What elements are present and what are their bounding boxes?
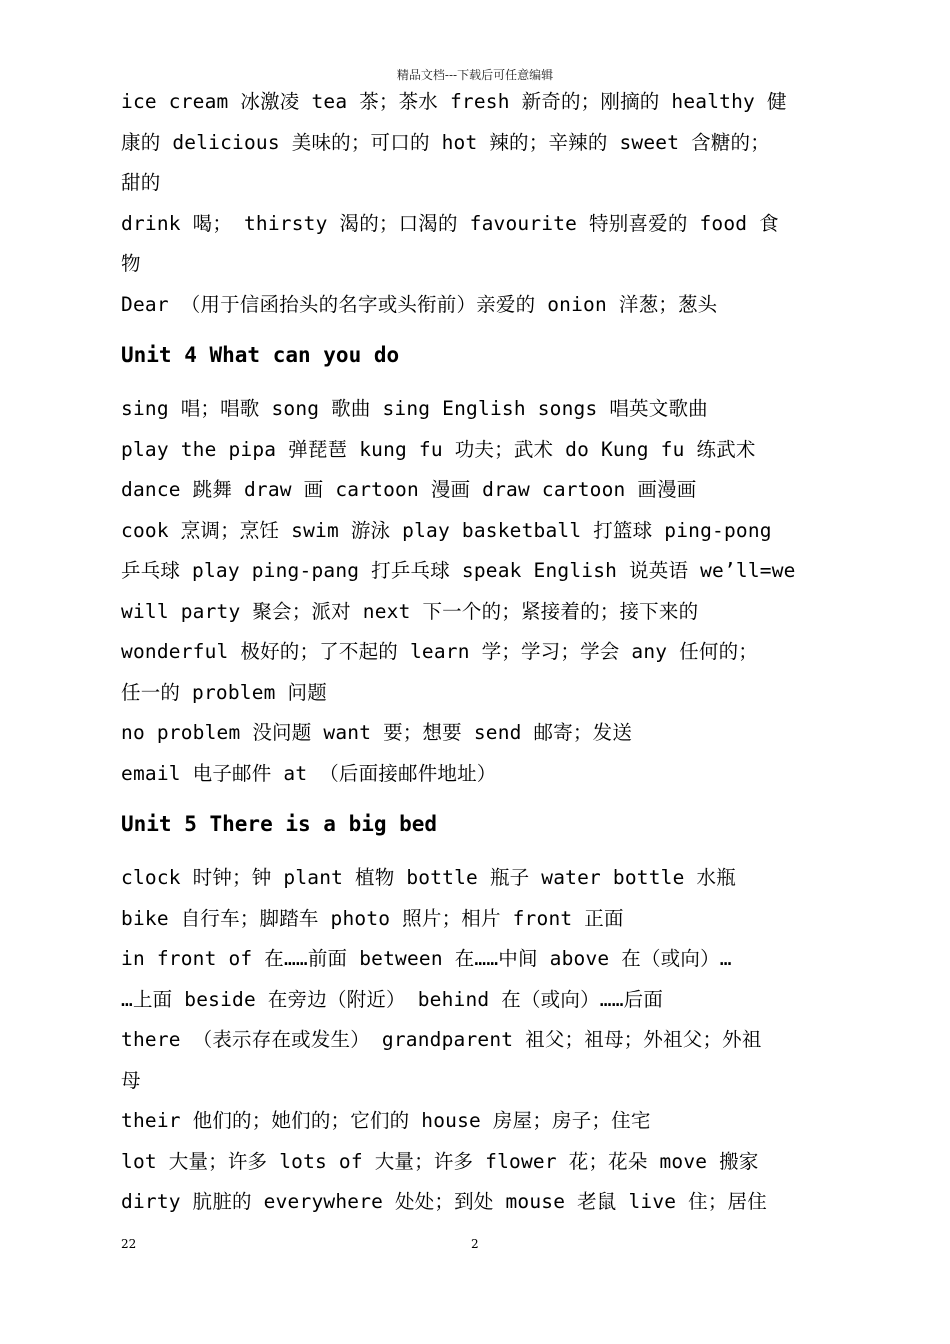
vocab-line: bike 自行车；脚踏车 photo 照片；相片 front 正面	[121, 906, 624, 930]
section-food-vocabulary	[121, 82, 841, 325]
page-header: 精品文档---下载后可任意编辑	[396, 68, 554, 82]
vocab-line: …上面 beside 在旁边（附近） behind 在（或向）……后面	[121, 987, 664, 1011]
section-unit-5	[121, 794, 841, 1223]
vocab-line: 物	[121, 252, 141, 275]
unit-4-heading: Unit 4 What can you do	[121, 343, 400, 367]
vocab-line: their 他们的；她们的；它们的 house 房屋；房子；住宅	[121, 1109, 651, 1132]
vocab-line: 乒乓球 play ping-pang 打乒乓球 speak English 说英语 we’ll=we	[121, 559, 796, 582]
vocab-line: dance 跳舞 draw 画 cartoon 漫画 draw cartoon 画漫画	[121, 478, 697, 501]
vocab-line: 甜的	[121, 171, 161, 194]
vocab-line: no problem 没问题 want 要；想要 send 邮寄；发送	[121, 721, 633, 744]
unit-5-heading: Unit 5 There is a big bed	[121, 812, 438, 836]
vocab-line: 母	[121, 1068, 141, 1092]
vocab-line: dirty 肮脏的 everywhere 处处；到处 mouse 老鼠 live 住；居住	[121, 1190, 767, 1213]
vocab-line: cook 烹调；烹饪 swim 游泳 play basketball 打篮球 ping-pong	[121, 518, 772, 542]
vocab-line: in front of 在……前面 between 在……中间 above 在（或向）…	[121, 947, 732, 970]
vocab-line: Dear （用于信函抬头的名字或头衔前）亲爱的 onion 洋葱；葱头	[121, 292, 718, 316]
vocab-line: there （表示存在或发生） grandparent 祖父；祖母；外祖父；外祖	[121, 1028, 762, 1051]
vocab-line: will party 聚会；派对 next 下一个的；紧接着的；接下来的	[121, 599, 699, 623]
footer-left-number: 22	[121, 1237, 137, 1251]
vocab-line: drink 喝； thirsty 渴的；口渴的 favourite 特别喜爱的 food 食	[121, 211, 779, 235]
vocab-line: wonderful 极好的；了不起的 learn 学；学习；学会 any 任何的；	[121, 640, 758, 663]
vocab-line: play the pipa 弹琵琶 kung fu 功夫；武术 do Kung fu 练武术	[121, 437, 756, 461]
page-number: 2	[471, 1237, 479, 1251]
vocab-line: lot 大量；许多 lots of 大量；许多 flower 花；花朵 move 搬家	[121, 1149, 759, 1173]
vocab-line: 任一的 problem 问题	[121, 680, 327, 704]
document-body	[121, 82, 841, 1223]
vocab-line: email 电子邮件 at （后面接邮件地址）	[121, 761, 497, 785]
vocab-line: sing 唱；唱歌 song 歌曲 sing English songs 唱英文歌曲	[121, 397, 708, 420]
section-unit-4	[121, 325, 841, 794]
vocab-line: clock 时钟；钟 plant 植物 bottle 瓶子 water bottle 水瓶	[121, 866, 736, 889]
vocab-line: ice cream 冰激凌 tea 茶；茶水 fresh 新奇的；刚摘的 healthy 健	[121, 90, 787, 113]
vocab-line: 康的 delicious 美味的；可口的 hot 辣的；辛辣的 sweet 含糖的；	[121, 130, 770, 154]
